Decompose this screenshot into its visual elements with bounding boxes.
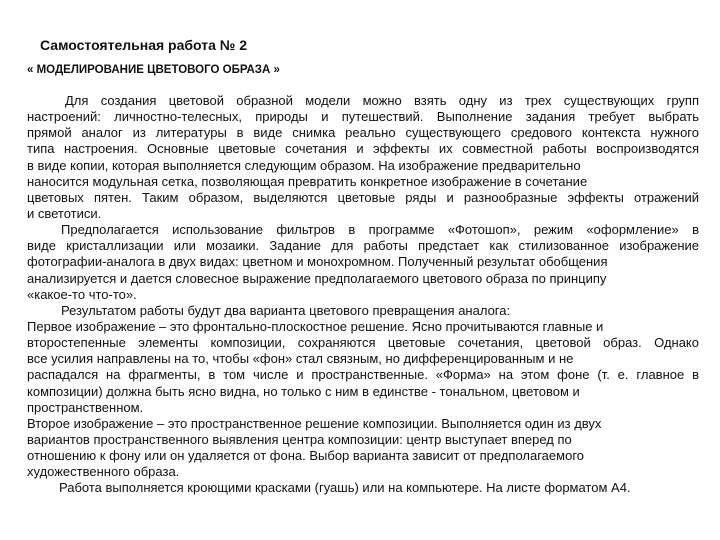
document-body (27, 93, 699, 497)
body-line: отношению к фону или он удаляется от фона. Выбор варианта зависит от предполагаемого (27, 448, 585, 464)
body-line: виде кристаллизации или мозаики. Задание для работы предстает как стилизованное изображение (27, 238, 699, 254)
body-line: композиции) должна быть ясно видна, но только с ним в единстве - тональном, цветовом и (27, 383, 580, 399)
document-subtitle: « МОДЕЛИРОВАНИЕ ЦВЕТОВОГО ОБРАЗА » (27, 64, 280, 76)
body-line: Для создания цветовой образной модели можно взять одну из трех существующих групп (65, 93, 699, 108)
body-line: прямой аналог из литературы в виде снимка реально существующего средового контекста нужного (27, 125, 699, 141)
body-line: второстепенные элементы композиции, сохраняются цветовые сочетания, цветовой образ. Однако (27, 335, 699, 351)
body-line: Результатом работы будут два варианта цветового превращения аналога: (61, 302, 511, 318)
body-line: и светотиси. (27, 205, 102, 221)
body-line: анализируется и дается словесное выражение предполагаемого цветового образа по принципу (27, 270, 607, 286)
body-line: пространственном. (27, 399, 144, 415)
body-line: вариантов пространственного выявления центра композиции: центр выступает вперед по (27, 431, 572, 447)
body-line: Работа выполняется кроющими красками (гуашь) или на компьютере. На листе форматом А4. (59, 480, 631, 496)
body-line: Первое изображение – это фронтально-плоскостное решение. Ясно прочитываются главные и (27, 318, 604, 334)
body-line: цветовых пятен. Таким образом, выделяются цветовые ряды и разнообразные эффекты отражений (27, 189, 699, 205)
body-line: распадался на фрагменты, в том числе и пространственные. «Форма» на этом фоне (т. е. главное в (27, 367, 699, 383)
body-line: «какое-то что-то». (27, 286, 137, 302)
body-line: Предполагается использование фильтров в программе «Фотошоп», режим «оформление» в (61, 222, 699, 238)
body-line: Второе изображение – это пространственное решение композиции. Выполняется один из двух (27, 415, 602, 431)
document-title: Самостоятельная работа № 2 (40, 37, 248, 53)
body-line: в виде копии, которая выполняется следующим образом. На изображение предварительно (27, 157, 581, 173)
body-line: настроений: личностно-телесных, природы и путешествий. Выполнение задания требует выбрать (27, 109, 699, 125)
body-line: художественного образа. (27, 464, 180, 480)
body-line: типа настроения. Основные цветовые сочетания и эффекты их совместной работы воспроизводятся (27, 141, 699, 157)
body-line: фотографии-аналога в двух видах: цветном и монохромном. Полученный результат обобщения (27, 254, 608, 270)
body-line: наносится модульная сетка, позволяющая превратить конкретное изображение в сочетание (27, 173, 588, 189)
body-line: все усилия направлены на то, чтобы «фон» стал связным, но дифференцированным и не (27, 351, 574, 367)
